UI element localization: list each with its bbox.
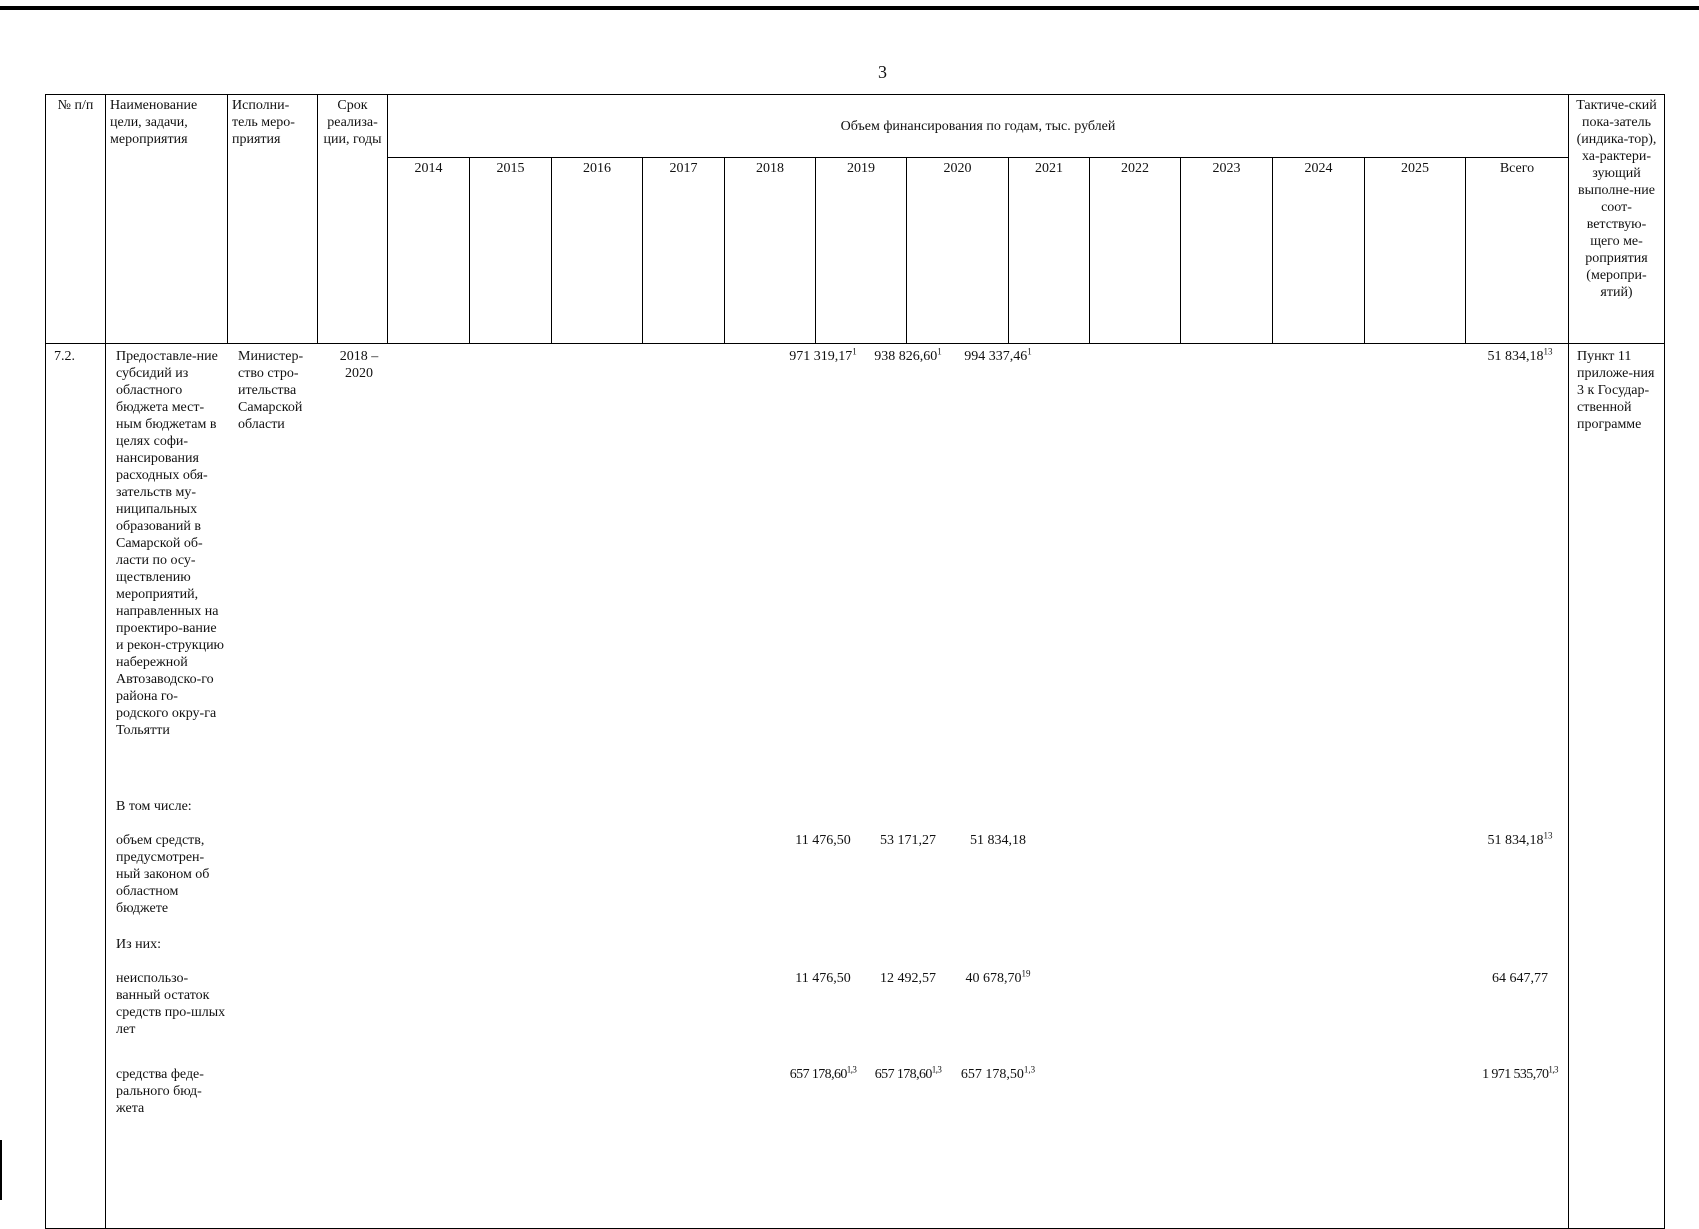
year-header: 2025 bbox=[1365, 158, 1466, 344]
year-header: 2021 bbox=[1009, 158, 1090, 344]
year-header: 2016 bbox=[552, 158, 643, 344]
year-header: 2019 bbox=[816, 158, 907, 344]
value-2019: 938 826,60$^1$ bbox=[874, 346, 942, 364]
year-header: 2022 bbox=[1090, 158, 1181, 344]
row-body bbox=[106, 344, 1569, 1229]
sub3-2019: 657 178,60$^{1,3}$ bbox=[874, 1064, 942, 1082]
row-period: 2018 – 2020 bbox=[339, 349, 379, 381]
scan-left-margin-line bbox=[0, 1140, 2, 1200]
header-num: № п/п bbox=[46, 95, 106, 344]
table-row bbox=[46, 344, 1665, 1229]
sub3-2018: 657 178,60$^{1,3}$ bbox=[789, 1064, 857, 1082]
sub1-label: объем средств, предусмотрен-ный законом об областном бюджете bbox=[116, 833, 210, 916]
header-funding: Объем финансирования по годам, тыс. рублей bbox=[388, 95, 1569, 158]
sub1-2020: 51 834,18 bbox=[970, 833, 1026, 848]
year-header: 2023 bbox=[1181, 158, 1273, 344]
sub2-total: 64 647,77 bbox=[1492, 971, 1548, 986]
value-2018: 971 319,17$^1$ bbox=[789, 346, 857, 364]
row-indicator: Пункт 11 приложе-ния 3 к Государ-ственной программе bbox=[1577, 349, 1655, 432]
year-header: 2018 bbox=[725, 158, 816, 344]
year-header: 2020 bbox=[907, 158, 1009, 344]
sub2-label: неиспользо-ванный остаток средств про-шлых лет bbox=[116, 971, 226, 1037]
total-header: Всего bbox=[1466, 158, 1569, 344]
value-total: 51 834,18$^{13}$ bbox=[1487, 346, 1553, 364]
sub1-2018: 11 476,50 bbox=[795, 833, 851, 848]
row-num: 7.2. bbox=[54, 349, 75, 364]
year-header: 2017 bbox=[643, 158, 725, 344]
funding-table bbox=[45, 94, 1665, 1229]
year-header: 2024 bbox=[1273, 158, 1365, 344]
row-num-cell bbox=[46, 344, 106, 1229]
header-row-1 bbox=[46, 95, 1665, 158]
header-indicator: Тактиче-ский пока-затель (индика-тор), ха-рактери-зующий выполне-ние соот-ветствую-щего ме-роприятия (меропри-ятий) bbox=[1569, 95, 1665, 344]
sub3-2020: 657 178,50$^{1,3}$ bbox=[960, 1064, 1036, 1082]
including-label: В том числе: bbox=[116, 799, 192, 814]
sub2-2019: 12 492,57 bbox=[880, 971, 936, 986]
scan-top-border bbox=[0, 6, 1699, 10]
sub2-2018: 11 476,50 bbox=[795, 971, 851, 986]
year-header: 2014 bbox=[388, 158, 470, 344]
header-executor: Исполни-тель меро-приятия bbox=[228, 95, 318, 344]
of-them-label: Из них: bbox=[116, 937, 162, 952]
row-indicator-cell bbox=[1569, 344, 1665, 1229]
header-name: Наименование цели, задачи, мероприятия bbox=[106, 95, 228, 344]
page-number: 3 bbox=[878, 62, 887, 82]
sub2-2020: 40 678,70$^{19}$ bbox=[965, 968, 1031, 986]
sub3-label: средства феде-рального бюд-жета bbox=[116, 1067, 204, 1116]
header-period: Срок реализа-ции, годы bbox=[318, 95, 388, 344]
year-header: 2015 bbox=[470, 158, 552, 344]
row-name: Предоставле-ние субсидий из областного бюджета мест-ным бюджетам в целях софи-нансирования расходных обя-зательств му-ниципальных образований в Самарской об-ласти по осу-ществлению мероприятий, направленных на проектиро-вание и рекон-струкцию набережной Автозаводско-го района го-родского окру-га Тольятти bbox=[116, 349, 225, 738]
value-2020: 994 337,46$^1$ bbox=[964, 346, 1032, 364]
sub1-total: 51 834,18$^{13}$ bbox=[1487, 830, 1553, 848]
sub1-2019: 53 171,27 bbox=[880, 833, 936, 848]
row-executor: Министер-ство стро-ительства Самарской области bbox=[238, 349, 304, 432]
sub3-total: 1 971 535,70$^{1,3}$ bbox=[1482, 1064, 1558, 1082]
